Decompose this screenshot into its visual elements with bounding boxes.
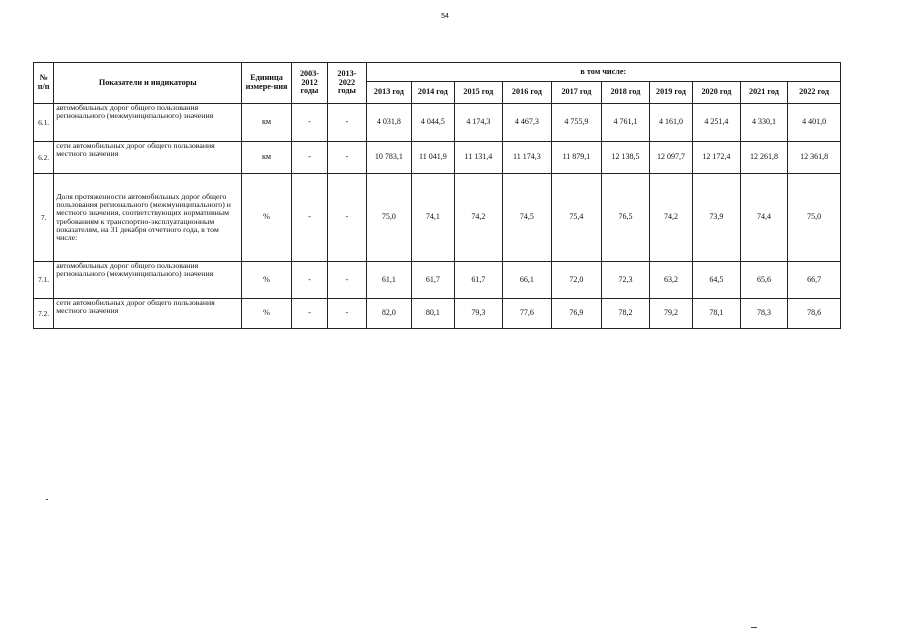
value-cell: 66,1 [503,262,552,299]
value-cell: 66,7 [788,262,841,299]
indicator-name: сети автомобильных дорог общего пользования местного значения [54,142,242,174]
scan-speck [46,499,48,500]
value-cell: 75,0 [788,174,841,262]
row-number: 6.1. [34,104,54,142]
value-cell: 80,1 [412,299,454,329]
value-cell: 74,2 [649,174,692,262]
row-number: 7. [34,174,54,262]
value-cell: 79,3 [454,299,503,329]
unit-cell: км [242,142,292,174]
header-year: 2013 год [366,82,412,104]
value-cell: 61,1 [366,262,412,299]
value-cell: 4 761,1 [602,104,650,142]
value-cell: 79,2 [649,299,692,329]
value-cell: 63,2 [649,262,692,299]
value-cell: 12 261,8 [740,142,788,174]
header-year: 2016 год [503,82,552,104]
period1-cell: - [291,142,327,174]
indicators-table [33,62,841,329]
header-year: 2017 год [551,82,602,104]
value-cell: 4 161,0 [649,104,692,142]
header-year: 2020 год [693,82,741,104]
indicator-name: Доля протяженности автомобильных дорог общего пользования регионального (межмуниципального) и местного значения, соответствующих нормативным требованиям к транспортно-эксплуатационным показателям, на 31 декабря отчетного года, в том числе: [54,174,242,262]
indicator-name: автомобильных дорог общего пользования регионального (межмуниципального) значения [54,104,242,142]
value-cell: 4 031,8 [366,104,412,142]
value-cell: 77,6 [503,299,552,329]
period2-cell: - [328,262,366,299]
scan-speck [751,627,757,628]
table-row [34,142,841,174]
header-year: 2021 год [740,82,788,104]
header-period-2013-2022: 2013-2022 годы [328,63,366,104]
value-cell: 74,2 [454,174,503,262]
period2-cell: - [328,104,366,142]
value-cell: 11 041,9 [412,142,454,174]
header-year: 2014 год [412,82,454,104]
value-cell: 72,3 [602,262,650,299]
value-cell: 75,4 [551,174,602,262]
unit-cell: % [242,299,292,329]
header-num: № п/п [34,63,54,104]
unit-cell: % [242,262,292,299]
value-cell: 64,5 [693,262,741,299]
table-row [34,262,841,299]
value-cell: 61,7 [454,262,503,299]
value-cell: 4 174,3 [454,104,503,142]
value-cell: 10 783,1 [366,142,412,174]
table-row [34,299,841,329]
page-number: 54 [441,13,449,20]
period2-cell: - [328,299,366,329]
header-row-1 [34,63,841,82]
value-cell: 4 755,9 [551,104,602,142]
header-year: 2022 год [788,82,841,104]
period1-cell: - [291,104,327,142]
value-cell: 82,0 [366,299,412,329]
header-including: в том числе: [366,63,840,82]
value-cell: 78,6 [788,299,841,329]
indicator-name: сети автомобильных дорог общего пользования местного значения [54,299,242,329]
value-cell: 72,0 [551,262,602,299]
value-cell: 11 131,4 [454,142,503,174]
value-cell: 4 251,4 [693,104,741,142]
header-year: 2019 год [649,82,692,104]
value-cell: 12 172,4 [693,142,741,174]
value-cell: 4 401,0 [788,104,841,142]
row-number: 7.2. [34,299,54,329]
period2-cell: - [328,174,366,262]
header-period-2003-2012: 2003-2012 годы [291,63,327,104]
value-cell: 4 044,5 [412,104,454,142]
header-year: 2018 год [602,82,650,104]
value-cell: 11 174,3 [503,142,552,174]
value-cell: 61,7 [412,262,454,299]
value-cell: 12 097,7 [649,142,692,174]
value-cell: 65,6 [740,262,788,299]
unit-cell: % [242,174,292,262]
period2-cell: - [328,142,366,174]
value-cell: 11 879,1 [551,142,602,174]
value-cell: 4 330,1 [740,104,788,142]
table-row [34,174,841,262]
header-name: Показатели и индикаторы [54,63,242,104]
header-year: 2015 год [454,82,503,104]
value-cell: 73,9 [693,174,741,262]
value-cell: 4 467,3 [503,104,552,142]
row-number: 7.1. [34,262,54,299]
value-cell: 76,9 [551,299,602,329]
value-cell: 78,3 [740,299,788,329]
indicator-name: автомобильных дорог общего пользования регионального (межмуниципального) значения [54,262,242,299]
value-cell: 75,0 [366,174,412,262]
period1-cell: - [291,262,327,299]
value-cell: 12 138,5 [602,142,650,174]
value-cell: 74,4 [740,174,788,262]
period1-cell: - [291,174,327,262]
value-cell: 74,1 [412,174,454,262]
period1-cell: - [291,299,327,329]
value-cell: 76,5 [602,174,650,262]
value-cell: 74,5 [503,174,552,262]
value-cell: 78,1 [693,299,741,329]
header-unit: Единица измере-ния [242,63,292,104]
row-number: 6.2. [34,142,54,174]
value-cell: 12 361,8 [788,142,841,174]
unit-cell: км [242,104,292,142]
value-cell: 78,2 [602,299,650,329]
table-row [34,104,841,142]
